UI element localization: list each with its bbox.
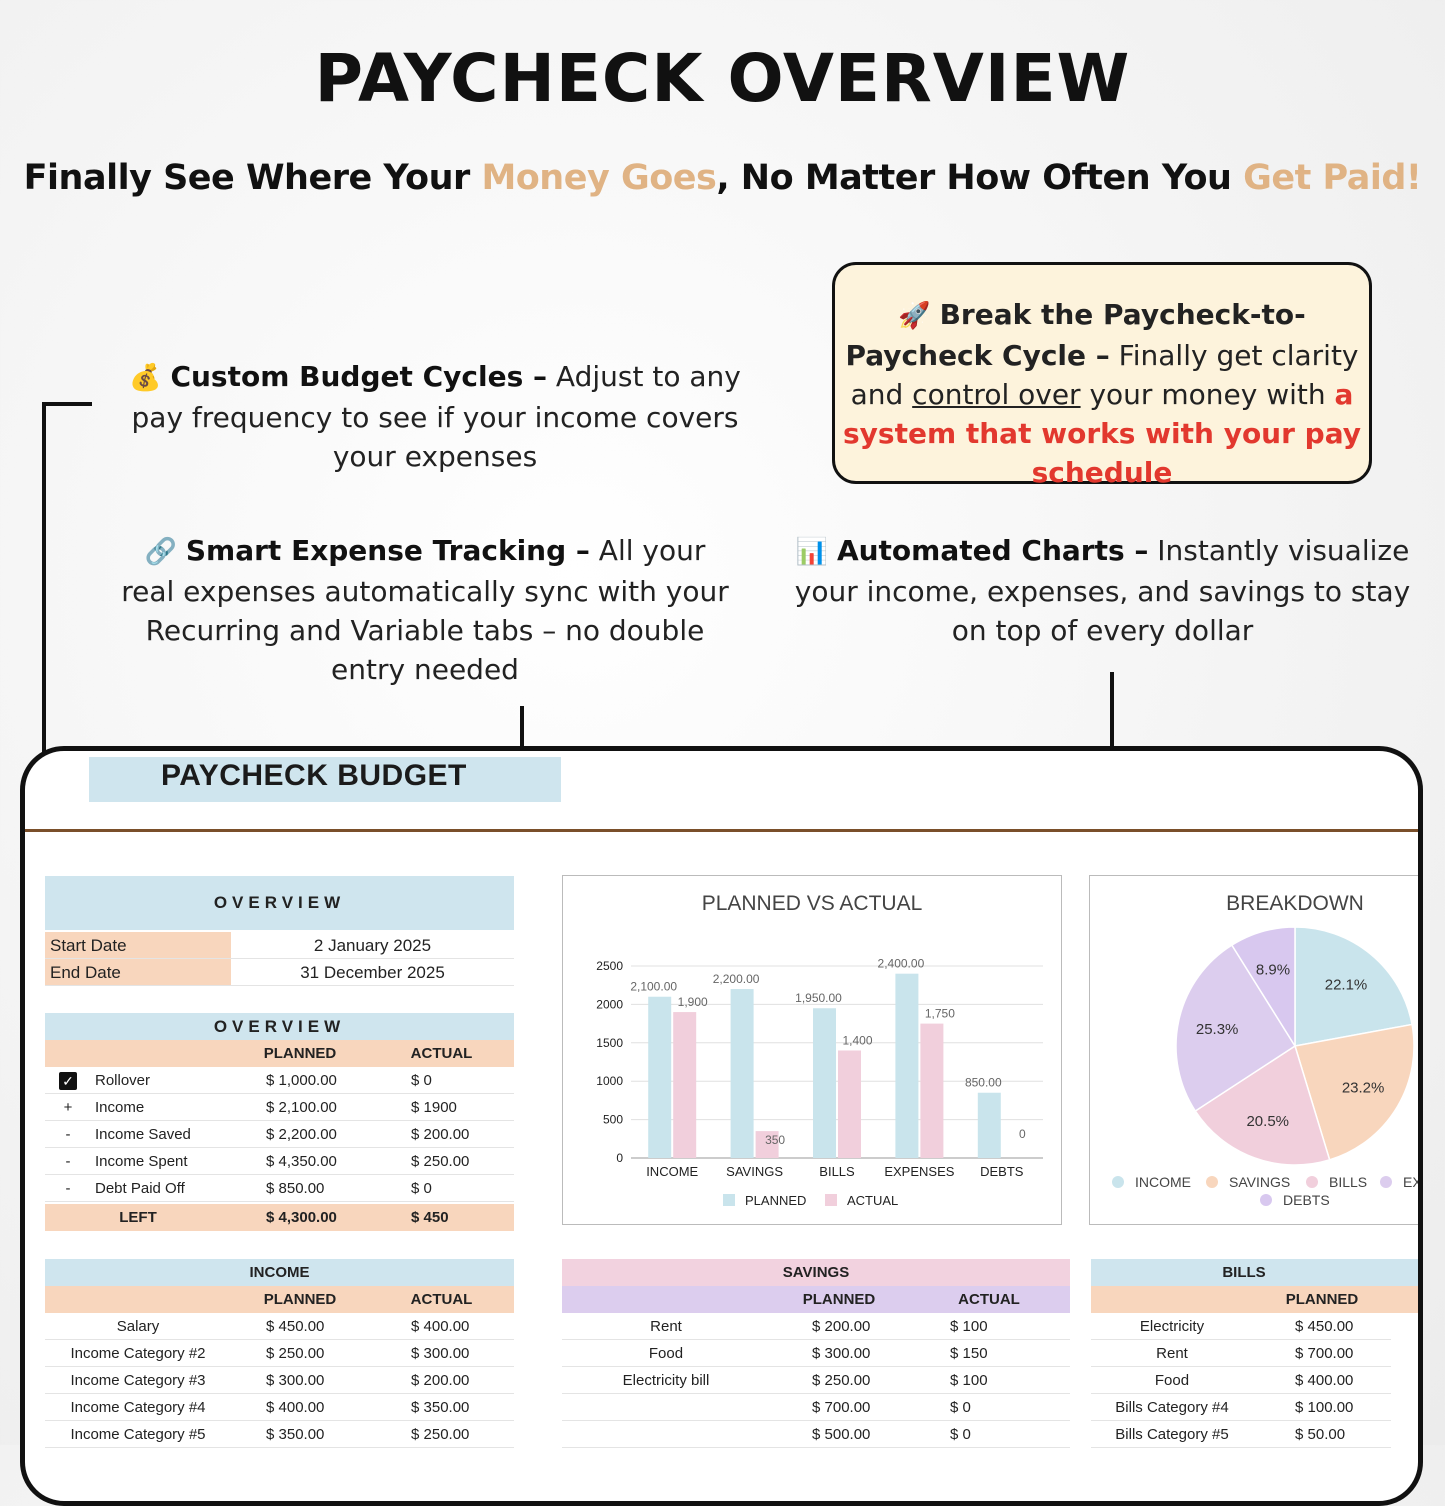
bills-col-planned: PLANNED xyxy=(1253,1286,1391,1313)
data-label: 350 xyxy=(765,1133,786,1147)
y-tick-label: 1000 xyxy=(596,1074,623,1089)
bills-row-planned[interactable]: $ 100.00 xyxy=(1253,1394,1391,1421)
data-label: 2,100.00 xyxy=(630,979,678,994)
bills-row-label: Bills Category #5 xyxy=(1091,1421,1253,1448)
bar-actual-bills xyxy=(838,1050,861,1158)
savings-row-planned[interactable]: $ 300.00 xyxy=(770,1340,908,1367)
callout-underlined: control over xyxy=(912,378,1081,411)
left-total-planned: $ 4,300.00 xyxy=(231,1204,369,1231)
overview-dates-heading: OVERVIEW xyxy=(45,876,514,930)
income-col-planned: PLANNED xyxy=(231,1286,369,1313)
savings-row-actual[interactable]: $ 0 xyxy=(908,1421,1070,1448)
overview-row-label: Income xyxy=(91,1094,231,1121)
overview-row-label: Rollover xyxy=(91,1067,231,1094)
bar-planned-savings xyxy=(731,989,754,1158)
bills-row-label: Electricity xyxy=(1091,1313,1253,1340)
pie-slice-label: 23.2% xyxy=(1341,1079,1385,1097)
overview-row-sign: - xyxy=(45,1121,91,1148)
bar-planned-expenses xyxy=(895,974,918,1158)
overview-row-sign: - xyxy=(45,1148,91,1175)
bills-row-label: Rent xyxy=(1091,1340,1253,1367)
rocket-icon: 🚀 xyxy=(898,301,931,331)
feature-title: Smart Expense Tracking – xyxy=(185,534,590,567)
bills-row-label: Food xyxy=(1091,1367,1253,1394)
savings-row-label xyxy=(562,1421,770,1448)
overview-row-actual[interactable]: $ 250.00 xyxy=(369,1148,514,1175)
left-total-actual: $ 450 xyxy=(369,1204,514,1231)
savings-row-planned[interactable]: $ 700.00 xyxy=(770,1394,908,1421)
overview-row-sign xyxy=(45,1067,91,1094)
income-table-heading: INCOME xyxy=(45,1259,514,1286)
feature-text: Instantly visualize your income, expenses, and savings to stay on top of every dollar xyxy=(794,534,1411,647)
savings-row-label: Electricity bill xyxy=(562,1367,770,1394)
income-col-actual: ACTUAL xyxy=(369,1286,514,1313)
x-tick-label: DEBTS xyxy=(980,1164,1024,1179)
chart-title: PLANNED VS ACTUAL xyxy=(701,892,923,915)
savings-row-actual[interactable]: $ 100 xyxy=(908,1367,1070,1394)
subtitle-part-2: , No Matter How Often You xyxy=(716,158,1244,198)
bar-planned-bills xyxy=(813,1008,836,1158)
income-row-actual[interactable]: $ 200.00 xyxy=(369,1367,514,1394)
connector-line-1-top xyxy=(42,402,92,406)
income-row-actual[interactable]: $ 250.00 xyxy=(369,1421,514,1448)
savings-table-heading: SAVINGS xyxy=(562,1259,1070,1286)
bills-row-planned[interactable]: $ 50.00 xyxy=(1253,1421,1391,1448)
income-row-planned[interactable]: $ 350.00 xyxy=(231,1421,369,1448)
start-date-label: Start Date xyxy=(45,932,231,959)
legend-label: PLANNED xyxy=(745,1193,807,1208)
divider xyxy=(25,829,1423,832)
data-label: 1,900 xyxy=(677,995,708,1010)
legend-label: BILLS xyxy=(1329,1174,1368,1190)
spreadsheet-preview xyxy=(20,746,1423,1506)
savings-row-planned[interactable]: $ 250.00 xyxy=(770,1367,908,1394)
savings-header-blank xyxy=(562,1286,770,1313)
feature-title: Custom Budget Cycles – xyxy=(170,360,548,393)
feature-custom-budget-cycles xyxy=(120,357,750,476)
end-date-label: End Date xyxy=(45,959,231,986)
overview-row-planned[interactable]: $ 2,100.00 xyxy=(231,1094,369,1121)
data-label: 2,200.00 xyxy=(712,972,760,987)
legend-label: DEBTS xyxy=(1283,1192,1330,1208)
savings-row-actual[interactable]: $ 0 xyxy=(908,1394,1070,1421)
savings-row-label: Food xyxy=(562,1340,770,1367)
bills-row-planned[interactable]: $ 400.00 xyxy=(1253,1367,1391,1394)
overview-summary-header-blank xyxy=(45,1040,231,1067)
overview-row-actual[interactable]: $ 200.00 xyxy=(369,1121,514,1148)
data-label: 1,750 xyxy=(924,1006,955,1021)
y-tick-label: 2000 xyxy=(596,997,623,1012)
col-actual: ACTUAL xyxy=(369,1040,514,1067)
legend-label: INCOME xyxy=(1135,1174,1191,1190)
income-row-actual[interactable]: $ 300.00 xyxy=(369,1340,514,1367)
x-tick-label: SAVINGS xyxy=(726,1164,784,1179)
savings-row-planned[interactable]: $ 200.00 xyxy=(770,1313,908,1340)
bar-chart-svg xyxy=(563,876,1061,1224)
overview-summary-heading: OVERVIEW xyxy=(45,1013,514,1040)
left-total-label: LEFT xyxy=(45,1204,231,1231)
callout-box xyxy=(832,262,1372,489)
bills-row-planned[interactable]: $ 450.00 xyxy=(1253,1313,1391,1340)
pie-slice-label: 8.9% xyxy=(1255,961,1291,979)
callout-highlight: a system that works with your pay schedule xyxy=(842,378,1361,489)
feature-text: All your real expenses automatically sync with your Recurring and Variable tabs – no double entry needed xyxy=(121,534,729,686)
bills-header-blank xyxy=(1091,1286,1253,1313)
legend-label: EX xyxy=(1403,1174,1422,1190)
legend-label: SAVINGS xyxy=(1229,1174,1291,1190)
feature-text: Adjust to any pay frequency to see if your income covers your expenses xyxy=(131,360,741,473)
y-tick-label: 0 xyxy=(616,1151,623,1165)
legend-swatch xyxy=(825,1194,837,1206)
bills-table-heading: BILLS xyxy=(1091,1259,1423,1286)
bills-row-label: Bills Category #4 xyxy=(1091,1394,1253,1421)
overview-row-sign: - xyxy=(45,1175,91,1202)
x-tick-label: INCOME xyxy=(646,1164,699,1179)
savings-col-planned: PLANNED xyxy=(770,1286,908,1313)
legend-swatch xyxy=(723,1194,735,1206)
chart-title: BREAKDOWN xyxy=(1226,892,1364,915)
legend-dot xyxy=(1306,1176,1318,1188)
overview-row-planned[interactable]: $ 2,200.00 xyxy=(231,1121,369,1148)
pie-slice-label: 25.3% xyxy=(1195,1020,1239,1038)
overview-row-sign: + xyxy=(45,1094,91,1121)
overview-row-actual[interactable]: $ 0 xyxy=(369,1067,514,1094)
feature-automated-charts xyxy=(790,531,1415,650)
bills-row-planned[interactable]: $ 700.00 xyxy=(1253,1340,1391,1367)
col-planned: PLANNED xyxy=(231,1040,369,1067)
bills-header-blank-2 xyxy=(1391,1286,1423,1313)
x-tick-label: EXPENSES xyxy=(884,1164,955,1179)
savings-col-actual: ACTUAL xyxy=(908,1286,1070,1313)
page-title: PAYCHECK OVERVIEW xyxy=(314,40,1131,117)
y-tick-label: 1500 xyxy=(596,1035,623,1050)
bar-chart-icon: 📊 xyxy=(795,537,829,567)
overview-row-label: Income Spent xyxy=(91,1148,231,1175)
legend-dot xyxy=(1260,1194,1272,1206)
end-date-value[interactable]: 31 December 2025 xyxy=(231,959,514,986)
y-tick-label: 2500 xyxy=(596,959,623,973)
savings-row-label xyxy=(562,1394,770,1421)
savings-row-planned[interactable]: $ 500.00 xyxy=(770,1421,908,1448)
pie-slice-label: 20.5% xyxy=(1246,1112,1290,1130)
start-date-value[interactable]: 2 January 2025 xyxy=(231,932,514,959)
data-label: 850.00 xyxy=(964,1075,1002,1090)
overview-row-planned[interactable]: $ 4,350.00 xyxy=(231,1148,369,1175)
income-row-label: Income Category #3 xyxy=(45,1367,231,1394)
bar-planned-income xyxy=(648,997,671,1158)
income-row-actual[interactable]: $ 400.00 xyxy=(369,1313,514,1340)
callout-text-2: your money with xyxy=(1080,378,1335,411)
y-tick-label: 500 xyxy=(602,1112,623,1127)
overview-row-label: Income Saved xyxy=(91,1121,231,1148)
pie-chart-svg xyxy=(1090,876,1423,1224)
callout-title: Break the Paycheck-to-Paycheck Cycle – xyxy=(845,298,1306,372)
overview-row-actual[interactable]: $ 0 xyxy=(369,1175,514,1202)
checkbox-checked-icon[interactable]: ✓ xyxy=(59,1072,77,1090)
overview-row-planned[interactable]: $ 850.00 xyxy=(231,1175,369,1202)
legend-dot xyxy=(1206,1176,1218,1188)
income-row-actual[interactable]: $ 350.00 xyxy=(369,1394,514,1421)
savings-row-actual[interactable]: $ 100 xyxy=(908,1313,1070,1340)
income-row-planned[interactable]: $ 300.00 xyxy=(231,1367,369,1394)
bar-planned-debts xyxy=(978,1093,1001,1158)
subtitle-accent-paid: Get Paid! xyxy=(1243,158,1422,198)
feature-smart-expense-tracking xyxy=(120,531,730,689)
data-label: 2,400.00 xyxy=(877,956,925,971)
legend-dot xyxy=(1380,1176,1392,1188)
sheet-title: PAYCHECK BUDGET xyxy=(161,759,467,792)
data-label: 0 xyxy=(1018,1127,1026,1141)
bar-actual-income xyxy=(673,1012,696,1158)
feature-title: Automated Charts – xyxy=(836,534,1149,567)
legend-dot xyxy=(1112,1176,1124,1188)
page-subtitle xyxy=(0,158,1445,198)
savings-row-actual[interactable]: $ 150 xyxy=(908,1340,1070,1367)
overview-row-actual[interactable]: $ 1900 xyxy=(369,1094,514,1121)
callout-text-1: Finally get clarity and xyxy=(850,339,1359,411)
income-header-blank xyxy=(45,1286,231,1313)
link-icon: 🔗 xyxy=(144,537,177,567)
income-row-label: Income Category #4 xyxy=(45,1394,231,1421)
subtitle-accent-money: Money Goes xyxy=(481,158,717,198)
income-row-planned[interactable]: $ 250.00 xyxy=(231,1340,369,1367)
overview-row-label: Debt Paid Off xyxy=(91,1175,231,1202)
breakdown-chart xyxy=(1089,875,1423,1225)
savings-row-label: Rent xyxy=(562,1313,770,1340)
income-row-label: Income Category #5 xyxy=(45,1421,231,1448)
pie-slice-label: 22.1% xyxy=(1324,976,1368,994)
planned-vs-actual-chart xyxy=(562,875,1062,1225)
x-tick-label: BILLS xyxy=(819,1164,855,1179)
income-row-planned[interactable]: $ 450.00 xyxy=(231,1313,369,1340)
data-label: 1,400 xyxy=(842,1033,873,1048)
subtitle-part-1: Finally See Where Your xyxy=(23,158,482,198)
legend-label: ACTUAL xyxy=(847,1193,899,1208)
income-row-label: Income Category #2 xyxy=(45,1340,231,1367)
data-label: 1,950.00 xyxy=(795,991,842,1006)
money-bag-icon: 💰 xyxy=(129,363,162,393)
bar-actual-expenses xyxy=(920,1024,943,1158)
income-row-planned[interactable]: $ 400.00 xyxy=(231,1394,369,1421)
overview-row-planned[interactable]: $ 1,000.00 xyxy=(231,1067,369,1094)
income-row-label: Salary xyxy=(45,1313,231,1340)
